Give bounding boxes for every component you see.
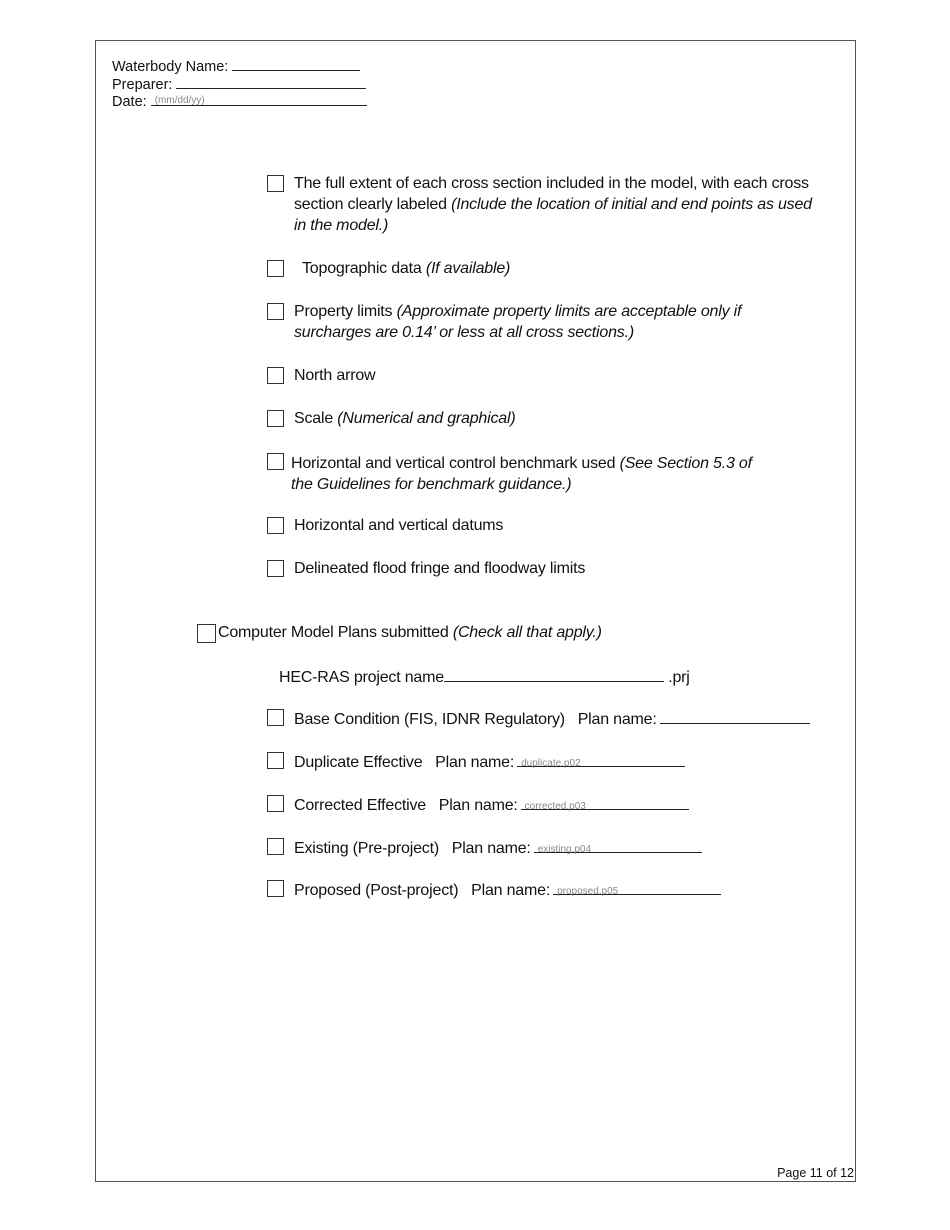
item-text: Topographic data <box>302 260 422 277</box>
plan-name-value: existing.p04 <box>537 844 592 855</box>
item-text: North arrow <box>294 367 376 384</box>
item-note: (Include the location of initial and end points as used in the model.) <box>294 196 812 234</box>
item-datums <box>294 515 503 536</box>
plan-label: Proposed (Post-project) <box>294 882 459 899</box>
item-property-limits <box>294 301 754 343</box>
checkbox-duplicate-effective[interactable] <box>267 752 284 769</box>
item-note: (If available) <box>425 260 511 277</box>
item-note: (See Section 5.3 of the Guidelines for benchmark guidance.) <box>291 455 752 493</box>
plan-base-condition <box>294 707 810 730</box>
page-number: Page 11 of 12 <box>777 1166 854 1180</box>
item-north-arrow <box>294 365 375 386</box>
date-field[interactable] <box>151 92 367 106</box>
plan-label: Existing (Pre-project) <box>294 840 439 857</box>
plan-name-field[interactable] <box>660 707 810 724</box>
preparer-field[interactable] <box>176 75 366 89</box>
checkbox-corrected-effective[interactable] <box>267 795 284 812</box>
computer-plans-label: Computer Model Plans submitted <box>218 624 449 641</box>
plan-name-label: Plan name: <box>451 840 531 857</box>
plan-corrected-effective <box>294 793 689 816</box>
item-topographic <box>302 258 510 279</box>
date-label: Date: <box>112 94 147 110</box>
waterbody-label: Waterbody Name: <box>112 59 229 75</box>
computer-plans-note: (Check all that apply.) <box>452 624 602 641</box>
computer-plans-heading <box>218 622 602 643</box>
checkbox-scale[interactable] <box>267 410 284 427</box>
item-text: The full extent of each cross section included in the model, with each cross section clearly labeled <box>294 175 809 213</box>
checkbox-existing[interactable] <box>267 838 284 855</box>
checkbox-cross-sections[interactable] <box>267 175 284 192</box>
item-cross-sections <box>294 173 824 236</box>
plan-name-label: Plan name: <box>438 797 518 814</box>
plan-proposed <box>294 878 721 901</box>
item-text: Horizontal and vertical datums <box>294 517 504 534</box>
preparer-label: Preparer: <box>112 77 173 93</box>
checkbox-datums[interactable] <box>267 517 284 534</box>
item-floodway <box>294 558 585 579</box>
preparer-row <box>112 75 366 93</box>
checkbox-topographic[interactable] <box>267 260 284 277</box>
plan-name-label: Plan name: <box>435 754 515 771</box>
item-text: Property limits <box>294 303 393 320</box>
item-text: Scale <box>294 410 334 427</box>
checkbox-benchmark[interactable] <box>267 453 284 470</box>
checkbox-computer-plans[interactable] <box>197 624 216 643</box>
item-text: Delineated flood fringe and floodway limits <box>294 560 586 577</box>
plan-name-value: duplicate.p02 <box>521 758 581 769</box>
waterbody-row <box>112 57 360 75</box>
plan-name-value: proposed.p05 <box>557 886 619 897</box>
date-placeholder: (mm/dd/yy) <box>154 95 205 106</box>
hecras-project-label: HEC-RAS project name <box>279 669 444 686</box>
item-text: Horizontal and vertical control benchmark used <box>291 455 616 472</box>
plan-name-field[interactable] <box>521 793 689 810</box>
hecras-project-ext: .prj <box>668 669 690 686</box>
plan-name-value: corrected.p03 <box>524 801 586 812</box>
plan-name-field[interactable] <box>553 878 721 895</box>
plan-label: Corrected Effective <box>294 797 426 814</box>
hecras-project-field[interactable] <box>444 665 664 682</box>
item-note: (Approximate property limits are acceptable only if surcharges are 0.14’ or less at all cross sections.) <box>294 303 742 341</box>
date-row <box>112 92 367 110</box>
plan-label: Base Condition (FIS, IDNR Regulatory) <box>294 711 565 728</box>
plan-name-label: Plan name: <box>577 711 657 728</box>
plan-name-label: Plan name: <box>471 882 551 899</box>
item-note: (Numerical and graphical) <box>337 410 516 427</box>
waterbody-field[interactable] <box>232 57 360 71</box>
checkbox-base-condition[interactable] <box>267 709 284 726</box>
item-benchmark <box>291 453 761 495</box>
plan-name-field[interactable] <box>534 836 702 853</box>
plan-duplicate-effective <box>294 750 685 773</box>
item-scale <box>294 408 515 429</box>
checkbox-property-limits[interactable] <box>267 303 284 320</box>
plan-name-field[interactable] <box>517 750 685 767</box>
hecras-project-row <box>279 665 690 688</box>
plan-label: Duplicate Effective <box>294 754 423 771</box>
plan-existing <box>294 836 702 859</box>
checkbox-floodway[interactable] <box>267 560 284 577</box>
checkbox-proposed[interactable] <box>267 880 284 897</box>
checkbox-north-arrow[interactable] <box>267 367 284 384</box>
